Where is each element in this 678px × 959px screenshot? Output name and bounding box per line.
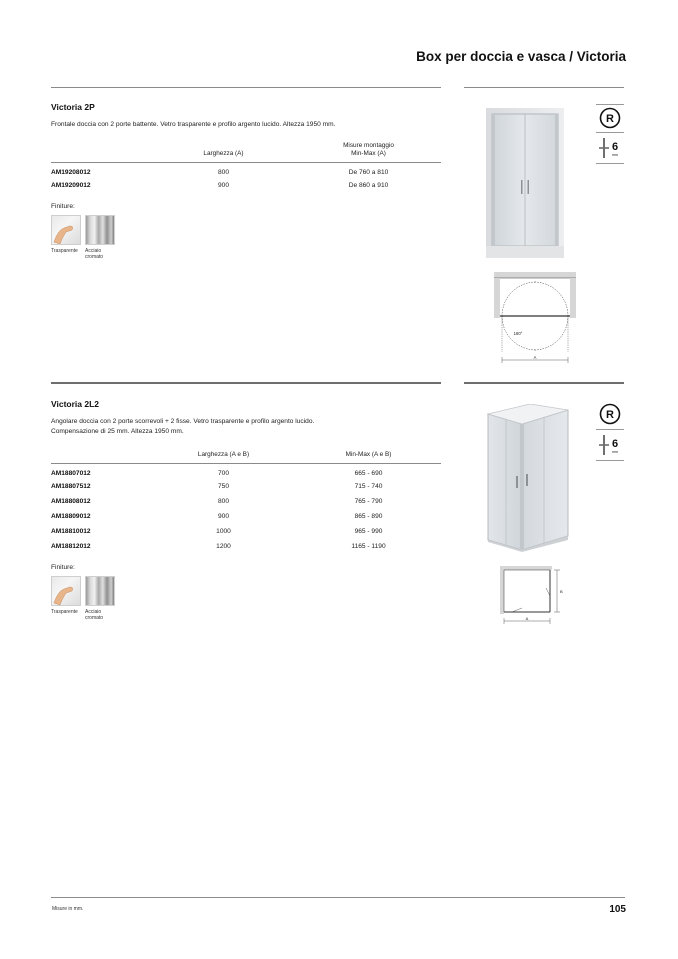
product-code: AM19209012 xyxy=(51,181,91,189)
finiture-label: Finiture: xyxy=(51,202,75,210)
product-range: 715 - 740 xyxy=(354,482,383,490)
product-width: 700 xyxy=(217,470,229,478)
product-width: 800 xyxy=(217,497,229,505)
finiture-swatches xyxy=(51,576,441,622)
product-code: AM18807012 xyxy=(51,470,91,478)
col-header-range: Min-Max (A e B) xyxy=(296,451,441,464)
table-row xyxy=(51,509,441,524)
col-header-width: Larghezza (A) xyxy=(151,142,296,163)
footer-rule xyxy=(51,897,625,898)
finiture-swatches xyxy=(51,215,441,261)
table-row xyxy=(51,163,441,178)
product-table xyxy=(51,451,441,554)
product-image-victoria-2l2 xyxy=(486,404,570,557)
swatch-caption xyxy=(85,248,115,261)
swatch-trasparente-image xyxy=(51,215,81,245)
section-victoria-2p xyxy=(51,102,441,261)
section-victoria-2l2 xyxy=(51,399,441,622)
glass-thickness-unit: mm xyxy=(612,450,618,454)
product-range: 1165 - 1190 xyxy=(351,542,386,550)
footer-note: Misure in mm. xyxy=(52,906,84,912)
swatch-trasparente xyxy=(51,576,81,622)
swatch-caption-line2: cromato xyxy=(85,254,104,260)
badge-divider xyxy=(596,132,624,133)
glass-thickness-value: 6 xyxy=(611,141,619,153)
product-width: 1000 xyxy=(216,527,231,535)
section-title: Victoria 2L2 xyxy=(51,399,100,409)
product-width: 800 xyxy=(217,169,229,177)
badge-divider xyxy=(596,460,624,461)
product-code: AM19208012 xyxy=(51,169,91,177)
glass-thickness-badge xyxy=(596,137,624,159)
swatch-caption-line1: Acciaio xyxy=(85,247,102,254)
finiture-label: Finiture: xyxy=(51,563,75,571)
product-code: AM18810012 xyxy=(51,527,91,535)
glass-thickness-value: 6 xyxy=(611,438,619,450)
swatch-caption-line2: cromato xyxy=(85,615,104,621)
reversible-badge xyxy=(596,107,624,129)
swatch-caption: Trasparente xyxy=(51,608,78,615)
reversible-letter: R xyxy=(606,409,614,421)
table-row xyxy=(51,524,441,539)
section-1-rule-right xyxy=(464,87,624,88)
product-code: AM18807512 xyxy=(51,482,91,490)
reversible-letter: R xyxy=(606,113,614,125)
badge-divider xyxy=(596,163,624,164)
section-2-rule-left xyxy=(51,382,441,384)
swatch-caption-line1: Acciaio xyxy=(85,608,102,615)
section-description: Frontale doccia con 2 porte battente. Vetro trasparente e profilo argento lucido. Altezza 1950 mm. xyxy=(51,121,336,128)
section-title: Victoria 2P xyxy=(51,102,95,112)
product-image-victoria-2p xyxy=(486,108,564,263)
swatch-caption xyxy=(85,609,115,622)
technical-drawing-victoria-2p xyxy=(494,272,576,372)
col-header-width: Larghezza (A e B) xyxy=(151,451,296,464)
product-code: AM18809012 xyxy=(51,512,91,520)
product-width: 750 xyxy=(217,482,229,490)
product-range: 865 - 890 xyxy=(354,512,383,520)
page-number: 105 xyxy=(609,904,626,915)
product-code: AM18808012 xyxy=(51,497,91,505)
swatch-acciaio-image xyxy=(85,576,115,606)
swatch-trasparente xyxy=(51,215,81,261)
section-2-rule-right xyxy=(464,382,624,384)
section-description xyxy=(51,417,441,437)
section-description-line1: Angolare doccia con 2 porte scorrevoli + 2 fisse. Vetro trasparente e profilo argento lucido. xyxy=(51,418,315,425)
product-table xyxy=(51,142,441,193)
product-range: 665 - 690 xyxy=(354,470,383,478)
col-header-range xyxy=(296,142,441,163)
page-title: Box per doccia e vasca / Victoria xyxy=(416,49,626,64)
section-description-line2: Compensazione di 25 mm. Altezza 1950 mm. xyxy=(51,428,184,435)
product-width: 900 xyxy=(217,181,229,189)
reversible-badge xyxy=(596,403,624,425)
col-header-range-line1: Misure montaggio xyxy=(343,142,394,149)
table-row xyxy=(51,178,441,193)
badge-divider xyxy=(596,429,624,430)
table-row xyxy=(51,479,441,494)
product-width: 1200 xyxy=(216,542,231,550)
table-row xyxy=(51,539,441,554)
table-row xyxy=(51,464,441,479)
glass-thickness-badge xyxy=(596,434,624,456)
drawing-dim-a: A xyxy=(533,355,537,360)
table-row xyxy=(51,494,441,509)
swatch-acciaio-cromato xyxy=(85,215,115,261)
swatch-caption: Trasparente xyxy=(51,247,78,254)
badge-divider xyxy=(596,104,624,105)
product-range: 965 - 990 xyxy=(354,527,383,535)
product-range: 765 - 790 xyxy=(354,497,383,505)
product-range: De 860 a 910 xyxy=(348,181,389,189)
technical-drawing-victoria-2l2 xyxy=(500,566,566,631)
drawing-dim-b: B xyxy=(560,589,563,594)
product-code: AM18812012 xyxy=(51,542,91,550)
swatch-trasparente-image xyxy=(51,576,81,606)
drawing-angle-label: 180° xyxy=(513,331,523,336)
glass-thickness-unit: mm xyxy=(612,153,618,157)
product-width: 900 xyxy=(217,512,229,520)
swatch-acciaio-image xyxy=(85,215,115,245)
drawing-dim-a: A xyxy=(525,616,529,621)
product-range: De 760 a 810 xyxy=(348,169,389,177)
swatch-acciaio-cromato xyxy=(85,576,115,622)
section-1-rule-left xyxy=(51,87,441,88)
col-header-range-line2: Min-Max (A) xyxy=(351,150,386,157)
